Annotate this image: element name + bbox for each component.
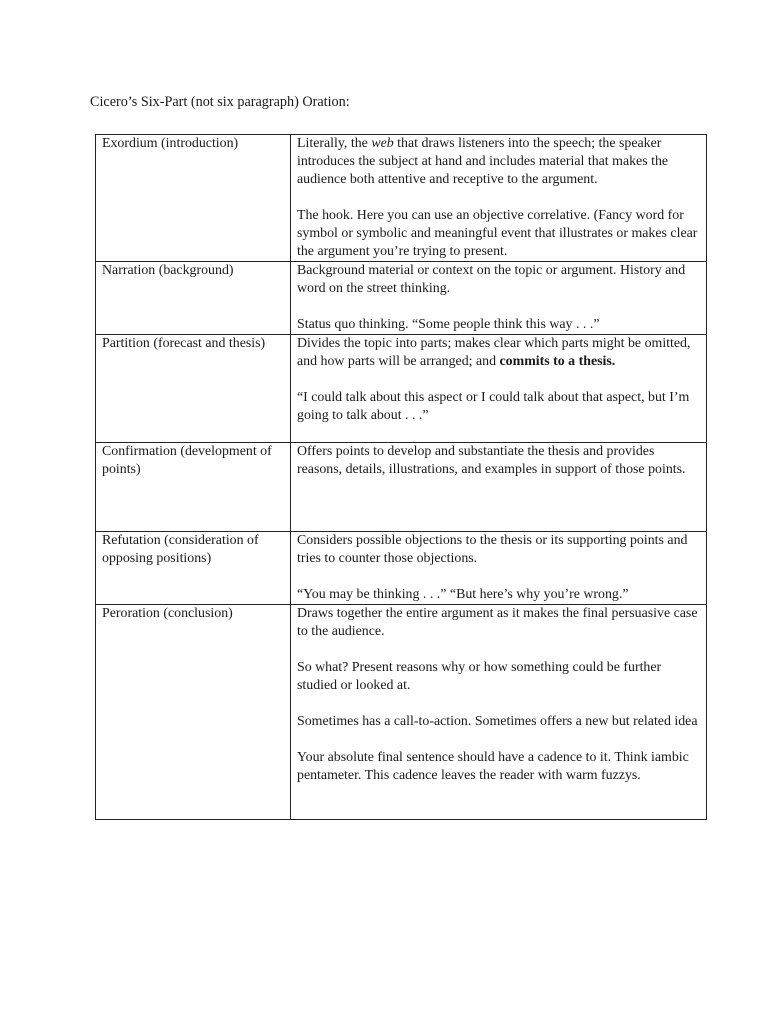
- table-row-confirmation: [96, 443, 707, 532]
- description-text: Divides the topic into parts; makes clear which parts might be omitted, and how parts will be arranged; and: [297, 336, 691, 369]
- description-paragraph: So what? Present reasons why or how something could be further studied or looked at.: [297, 660, 662, 693]
- part-description: [291, 605, 707, 820]
- description-paragraph: [297, 335, 702, 371]
- part-name: Partition (forecast and thesis): [96, 335, 291, 443]
- description-paragraph: [297, 135, 702, 189]
- description-paragraph: Sometimes has a call-to-action. Sometimes offers a new but related idea: [297, 714, 698, 729]
- part-name: Exordium (introduction): [96, 135, 291, 262]
- page-title: Cicero’s Six-Part (not six paragraph) Oration:: [90, 94, 350, 110]
- description-paragraph: Draws together the entire argument as it makes the final persuasive case to the audience.: [297, 606, 698, 639]
- description-paragraph: “I could talk about this aspect or I could talk about that aspect, but I’m going to talk about . . .”: [297, 390, 690, 423]
- bold-text: commits to a thesis.: [499, 354, 616, 369]
- description-paragraph: Offers points to develop and substantiate the thesis and provides reasons, details, illustrations, and examples in support of those points.: [297, 444, 686, 477]
- table-row-narration: [96, 262, 707, 335]
- description-text: that draws listeners into the speech; the speaker introduces the subject at hand and includes material that makes the audience both attentive and receptive to the argument.: [297, 136, 669, 187]
- description-text: Literally, the: [297, 136, 372, 151]
- part-name: Refutation (consideration of opposing positions): [96, 532, 291, 605]
- part-name: Confirmation (development of points): [96, 443, 291, 532]
- description-paragraph: Status quo thinking. “Some people think this way . . .”: [297, 317, 600, 332]
- description-paragraph: Your absolute final sentence should have a cadence to it. Think iambic pentameter. This cadence leaves the reader with warm fuzzys.: [297, 750, 689, 783]
- table-row-exordium: [96, 135, 707, 262]
- description-paragraph: The hook. Here you can use an objective correlative. (Fancy word for symbol or symbolic and meaningful event that illustrates or makes clear the argument you’re trying to present.: [297, 208, 698, 259]
- emphasis-text: web: [371, 136, 394, 151]
- part-description: [291, 532, 707, 605]
- table-row-peroration: [96, 605, 707, 820]
- table-row-partition: [96, 335, 707, 443]
- part-name: Peroration (conclusion): [96, 605, 291, 820]
- part-description: [291, 135, 707, 262]
- part-name: Narration (background): [96, 262, 291, 335]
- description-paragraph: Background material or context on the topic or argument. History and word on the street thinking.: [297, 263, 686, 296]
- description-paragraph: Considers possible objections to the thesis or its supporting points and tries to counter those objections.: [297, 533, 688, 566]
- oration-table: [95, 134, 707, 820]
- part-description: [291, 335, 707, 443]
- part-description: [291, 262, 707, 335]
- part-description: [291, 443, 707, 532]
- table-row-refutation: [96, 532, 707, 605]
- description-paragraph: “You may be thinking . . .” “But here’s why you’re wrong.”: [297, 587, 629, 602]
